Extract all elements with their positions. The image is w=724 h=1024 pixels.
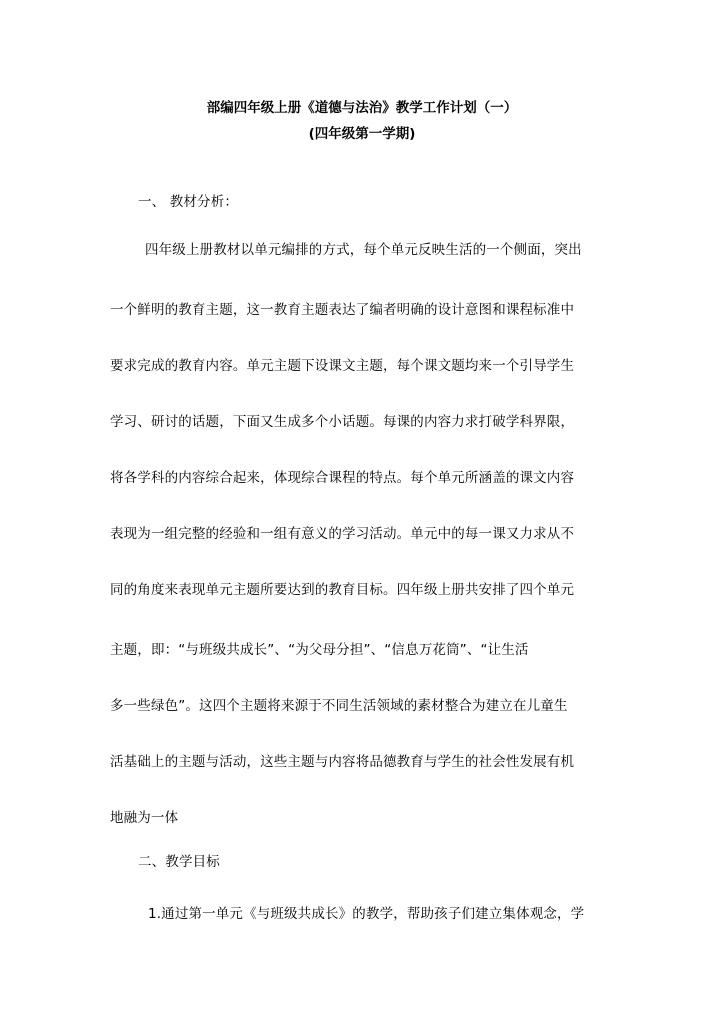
paragraph-line: 要求完成的教育内容。单元主题下设课文主题，每个课文题均来一个引导学生 (110, 358, 575, 374)
paragraph-line: 1.通过第一单元《与班级共成长》的教学，帮助孩子们建立集体观念，学 (148, 906, 585, 922)
paragraph-line: 表现为一组完整的经验和一组有意义的学习活动。单元中的每一课又力求从不 (110, 526, 575, 542)
paragraph-line: 学习、研讨的话题，下面又生成多个小话题。每课的内容力求打破学科界限， (110, 414, 575, 430)
paragraph-line: 多一些绿色”。这四个主题将来源于不同生活领域的素材整合为建立在儿童生 (110, 698, 568, 714)
paragraph-line: 主题，即：“与班级共成长”、“为父母分担”、“信息万花筒”、“让生活 (110, 642, 529, 658)
document-subtitle: (四年级第一学期) (308, 126, 416, 142)
paragraph-line: 一个鲜明的教育主题，这一教育主题表达了编者明确的设计意图和课程标准中 (110, 302, 575, 318)
paragraph-line: 同的角度来表现单元主题所要达到的教育目标。四年级上册共安排了四个单元 (110, 582, 575, 598)
section-heading-materials: 一、 教材分析： (138, 194, 238, 210)
section-heading-goals: 二、教学目标 (138, 854, 220, 870)
paragraph-line: 地融为一体 (110, 810, 179, 826)
document-title: 部编四年级上册《道德与法治》教学工作计划（一） (206, 100, 518, 116)
paragraph-line: 四年级上册教材以单元编排的方式，每个单元反映生活的一个侧面，突出 (145, 242, 582, 258)
paragraph-line: 活基础上的主题与活动，这些主题与内容将品德教育与学生的社会性发展有机 (110, 754, 575, 770)
paragraph-line: 将各学科的内容综合起来，体现综合课程的特点。每个单元所涵盖的课文内容 (110, 470, 575, 486)
